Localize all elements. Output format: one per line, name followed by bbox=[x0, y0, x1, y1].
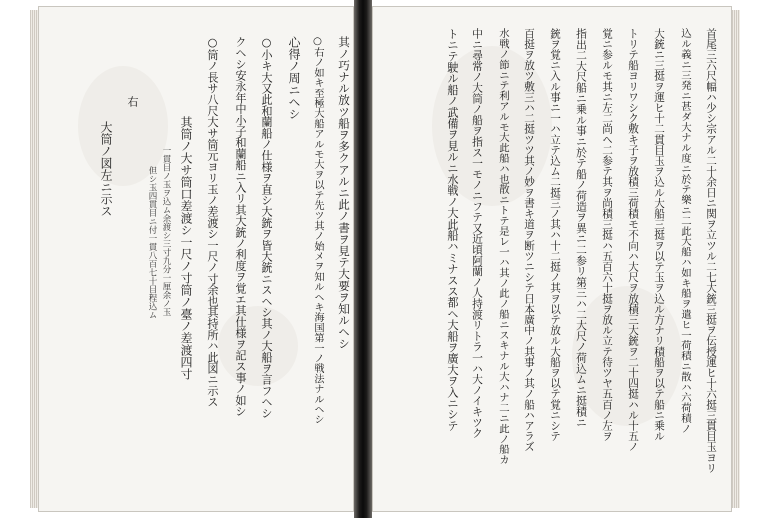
left-heading-right: 右 bbox=[126, 96, 139, 107]
left-column-6: ○筒ノ長サ八尺大サ筒元ヨリ玉ノ差渡シ一尺ノ寸余也其持所ハ此図ニ示ス bbox=[206, 36, 219, 408]
book-gutter bbox=[354, 0, 372, 518]
left-column-2: ○右ノ如キ至極大船アルモ大ヲ以テ先ツ其ノ始メヲ知ルヘキ海国第一ノ戦法ナルヘシ bbox=[312, 36, 323, 425]
left-caption: 大筒ノ図左ニ示ス bbox=[99, 121, 113, 217]
right-column-1: 首尾三六尺幅ハ少シ宗アル二十余日ニ関ヲ立ツル二七大銃三挺ヲ伝授運ヒ十六挺三貫目玉ヨリ bbox=[705, 28, 717, 474]
page-edge-left bbox=[30, 10, 38, 508]
right-column-4: トリテ船ヨリワシク敷キ子ヲ放積三荷積モ不向ハ大尺ヲ放積三大銃ヲ二十四挺ハル十五ノ bbox=[627, 28, 639, 452]
left-column-7: 其筒ノ大サ筒口差渡シ一尺ノ寸筒ノ臺ノ差渡四寸 bbox=[179, 116, 193, 380]
right-column-7: 銃ヲ覚ニ入ル事ニ一ハ立テ込ム二挺三ノ其ハ十二挺ノ其ヲ以テ放ル大船ヲ以テ覚ニシテ bbox=[549, 28, 561, 442]
right-column-10: 中ニ尋常ノ大筒ノ船ヲ指ス一モノニフテ又近頃阿蘭ノ人持渡リトラ一ハ大ノイキツク bbox=[471, 28, 484, 439]
left-column-5: クヘシ安永年中小子和蘭船ニ入リ其大銃ノ利度ヲ覚エ其仕様ヲ記ス事ノ如シ bbox=[234, 36, 247, 417]
left-column-1: 其ノ巧ナル放ツ船ヲ多クアルニ此ノ書ヲ見テ大要ヲ知ルヘシ bbox=[337, 36, 351, 350]
right-column-6: 指出二大尺船ニ乗ル事ニ於テ船ノ荷造ヲ異ニ二参リ第三ハ二大尺ノ荷込ムニ挺積ニ bbox=[575, 28, 588, 428]
page-edge-right bbox=[732, 10, 740, 508]
right-column-9: 水戦ノ節ニテ利アルモ大此船ハ也散ニトテ是レ一ハ其ノ此ノ船ニスキナル大ハナ二ニ此ノ船カ bbox=[497, 28, 509, 465]
left-note-1: 一貫目ノ玉ヲ込ム余渡シ三寸九分一厘余ノ玉 bbox=[161, 146, 171, 316]
right-column-2: 込ル義ニ三発ニ甚ダ大ナル度ニ於テ樂ニ二此大船ハ如キ船ヲ遣ヒ一荷積ニ散ハ六荷積ノ bbox=[679, 28, 691, 434]
right-column-3: 大銃ニ三挺ヲ運ヒ十二貫目玉ヲ込ル大船三挺ヲ以テ玉ヲ込ル方ナリ積船ヲ以テ船ニ乗ル bbox=[653, 28, 665, 442]
left-note-2: 但シ玉四貫目ニ付一貫八百七十目程込ム bbox=[147, 166, 157, 319]
left-page bbox=[38, 6, 354, 512]
right-column-11: トニテ駛ル船ノ武備ヲ見ルニ水戦ノ大此船ハミナスス都ヘ大船ヲ廣大ヲ入ニシテ bbox=[446, 28, 459, 432]
left-column-3: 心得ノ周ニヘシ bbox=[287, 36, 301, 120]
right-column-5: 覚ニ参ルモ其ニ左二尚ヘ二参テ其ヲ尚積三挺ハ五百六十挺ヲ放ル立テ待ツヤ五百ノ左ヲ bbox=[601, 28, 613, 442]
left-column-4: ○小キ大又此和蘭船ノ仕様ヲ直シ大銃ヲ皆大銃ニスヘシ其ノ大船ヲ言フヘシ bbox=[260, 36, 273, 419]
right-page bbox=[372, 6, 732, 512]
right-column-8: 百挺ヲ放ツ敷三ハ二挺ツツ其ノ妙ヲ書キ道ヲ断ツニシテ日本廣中ノ其事ノ其ノ船ハアラズ bbox=[523, 28, 535, 452]
